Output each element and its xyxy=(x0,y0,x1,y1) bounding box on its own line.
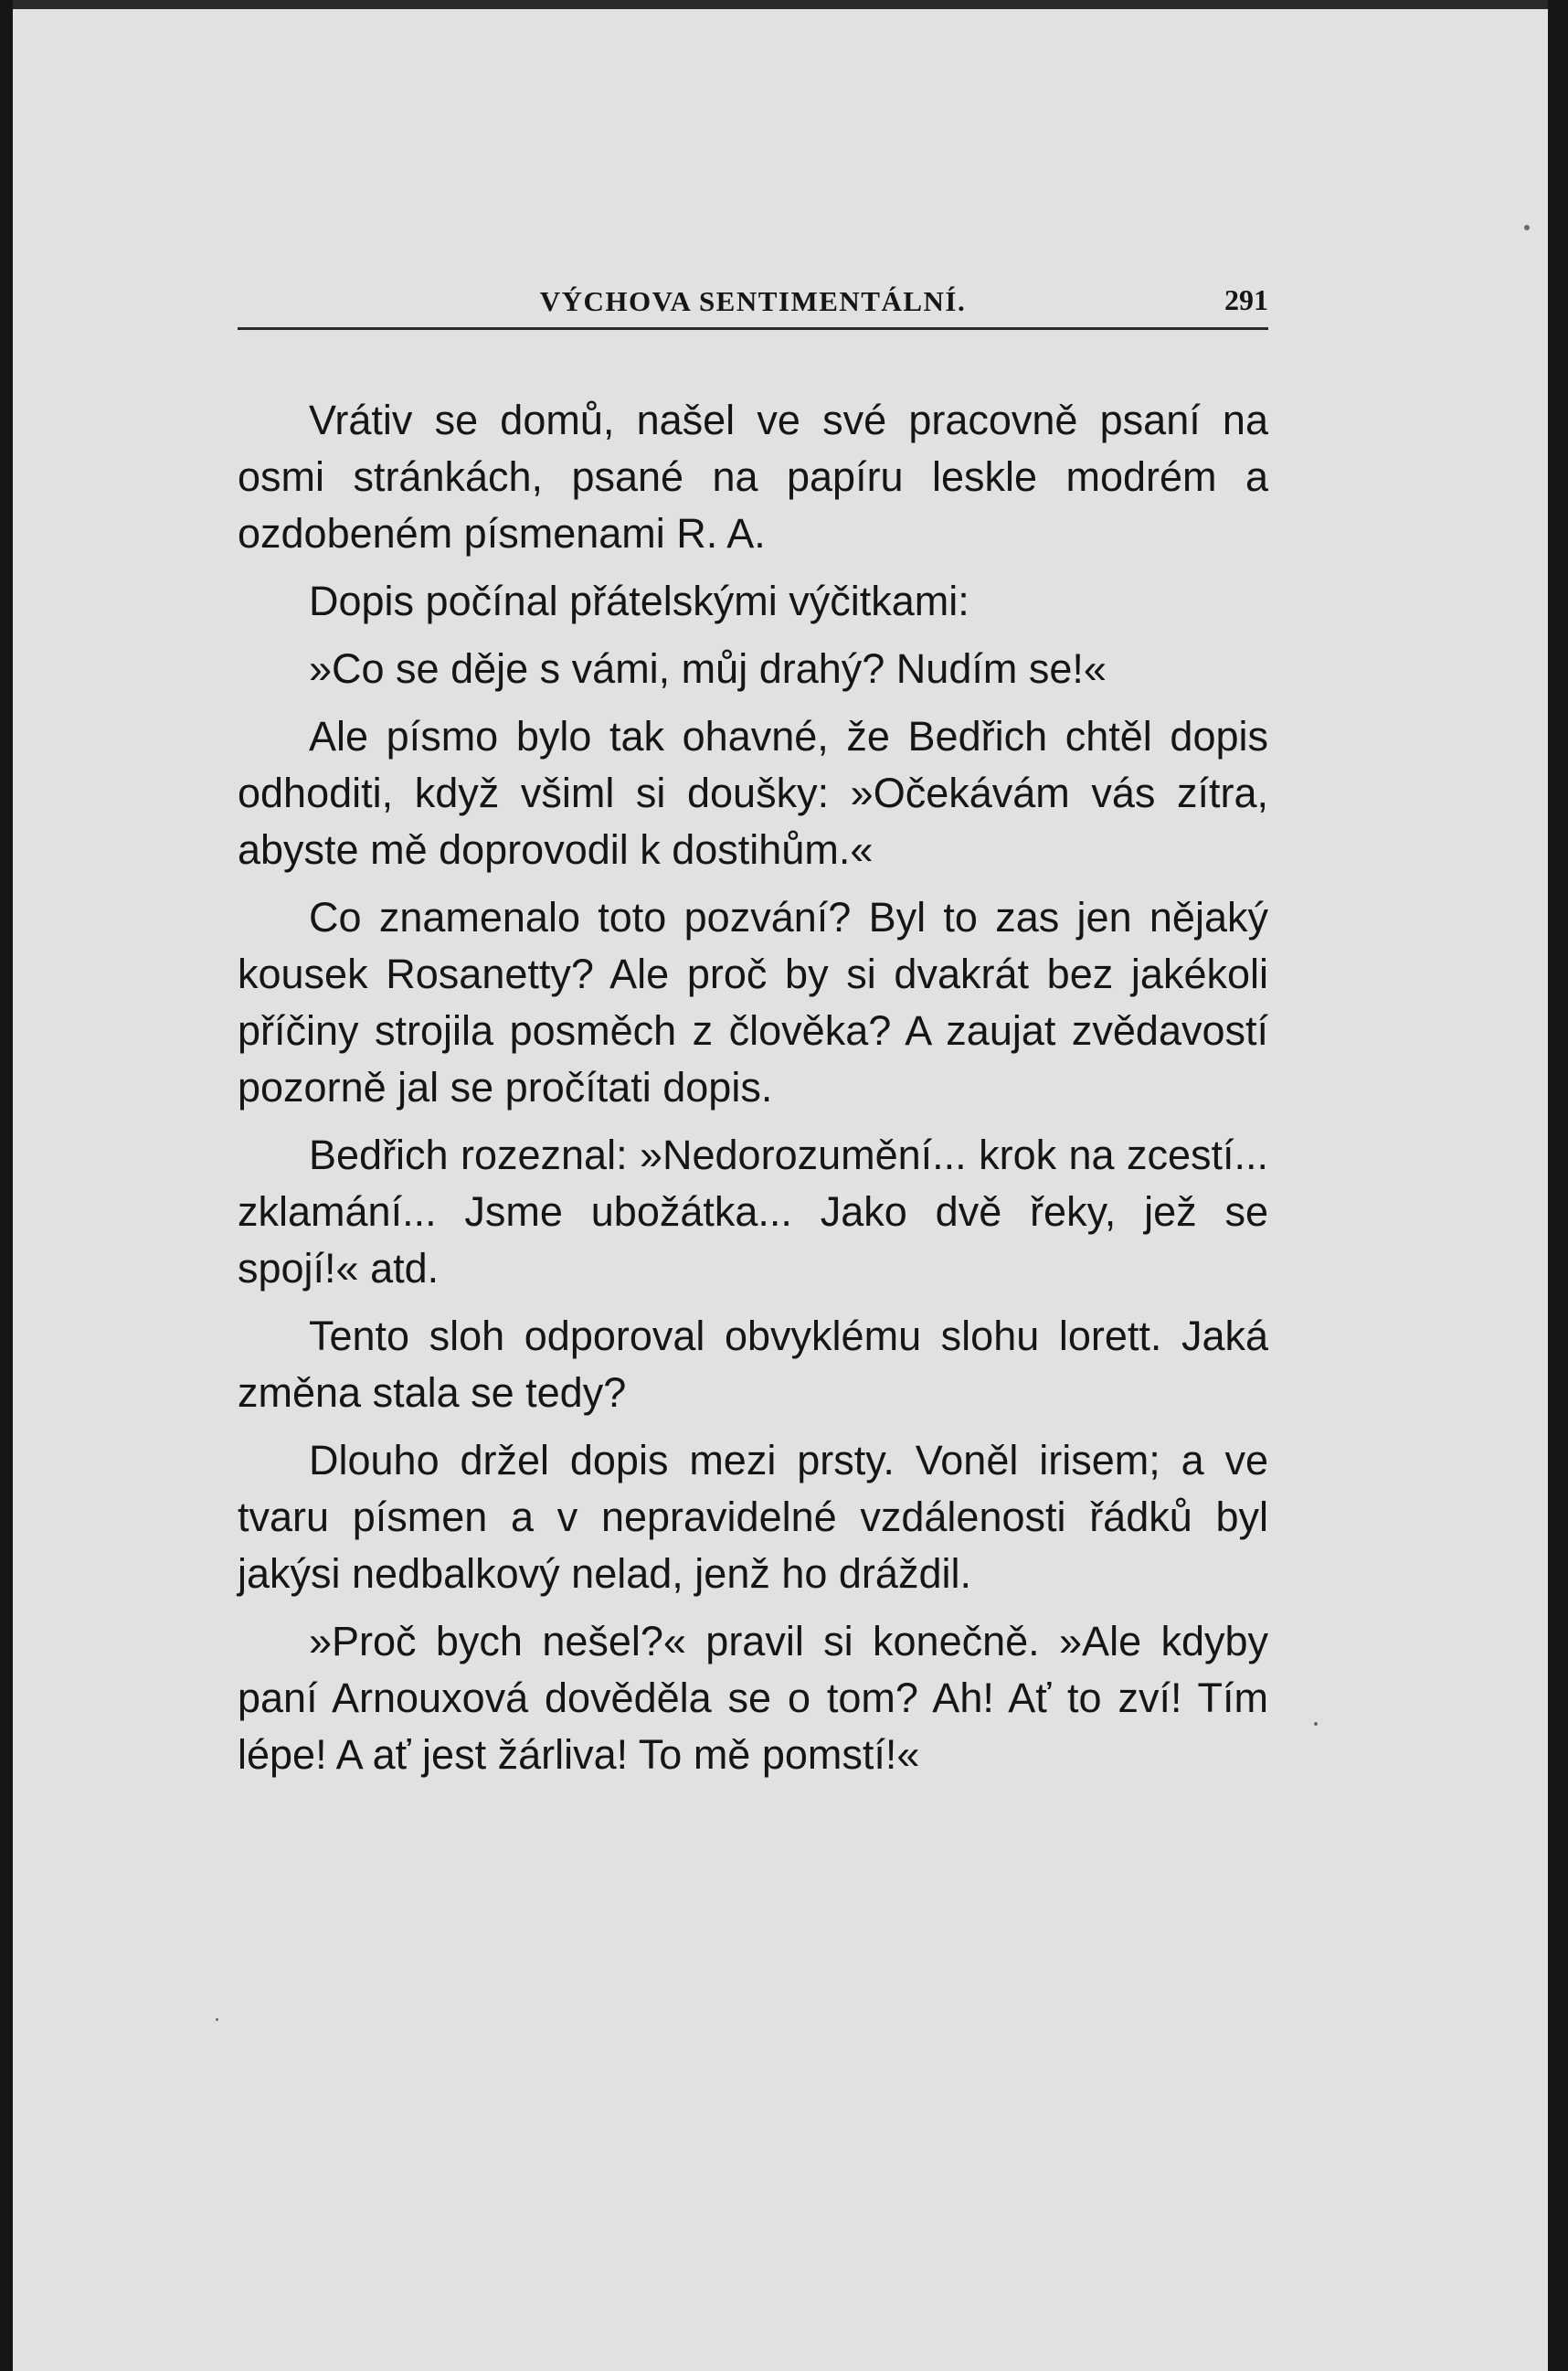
paragraph: Vrátiv se domů, našel ve své pracovně psaní na osmi stránkách, psané na papíru leskle modrém a ozdobeném písmenami R. A. xyxy=(238,397,1268,557)
paragraph: Co znamenalo toto pozvání? Byl to zas jen nějaký kousek Rosanetty? Ale proč by si dvakrát bez jakékoli příčiny strojila posměch z člověka? A zaujat zvědavostí pozorně jal se pročítati dopis. xyxy=(238,894,1268,1111)
body-text xyxy=(238,392,1268,1783)
paragraph: Ale písmo bylo tak ohavné, že Bedřich chtěl dopis odhoditi, když všiml si doušky: »Očekávám vás zítra, abyste mě doprovodil k dostihům.« xyxy=(238,713,1268,873)
paragraph: Tento sloh odporoval obvyklému slohu lorett. Jaká změna stala se tedy? xyxy=(238,1313,1268,1416)
scan-left-edge xyxy=(0,0,13,2371)
paragraph: Dlouho držel dopis mezi prsty. Voněl irisem; a ve tvaru písmen a v nepravidelné vzdálenosti řádků byl jakýsi nedbalkový nelad, jenž ho dráždil. xyxy=(238,1437,1268,1597)
book-page xyxy=(238,274,1268,1794)
scan-speck xyxy=(216,2018,218,2021)
paragraph: »Co se děje s vámi, můj drahý? Nudím se!« xyxy=(309,645,1107,692)
scan-speck xyxy=(1524,225,1530,230)
scan-right-edge xyxy=(1548,0,1568,2371)
scan-speck xyxy=(1314,1722,1318,1726)
running-head-title: VÝCHOVA SENTIMENTÁLNÍ. xyxy=(539,285,967,317)
paragraph: Bedřich rozeznal: »Nedorozumění... krok na zcestí... zklamání... Jsme ubožátka... Jako dvě řeky, jež se spojí!« atd. xyxy=(238,1132,1268,1292)
running-header xyxy=(238,274,1268,330)
page-number: 291 xyxy=(1224,283,1268,316)
scan-top-edge xyxy=(0,0,1568,9)
paragraph: »Proč bych nešel?« pravil si konečně. »Ale kdyby paní Arnouxová dověděla se o tom? Ah! Ať to zví! Tím lépe! A ať jest žárliva! To mě pomstí!« xyxy=(238,1618,1268,1778)
paragraph: Dopis počínal přátelskými výčitkami: xyxy=(309,578,969,624)
